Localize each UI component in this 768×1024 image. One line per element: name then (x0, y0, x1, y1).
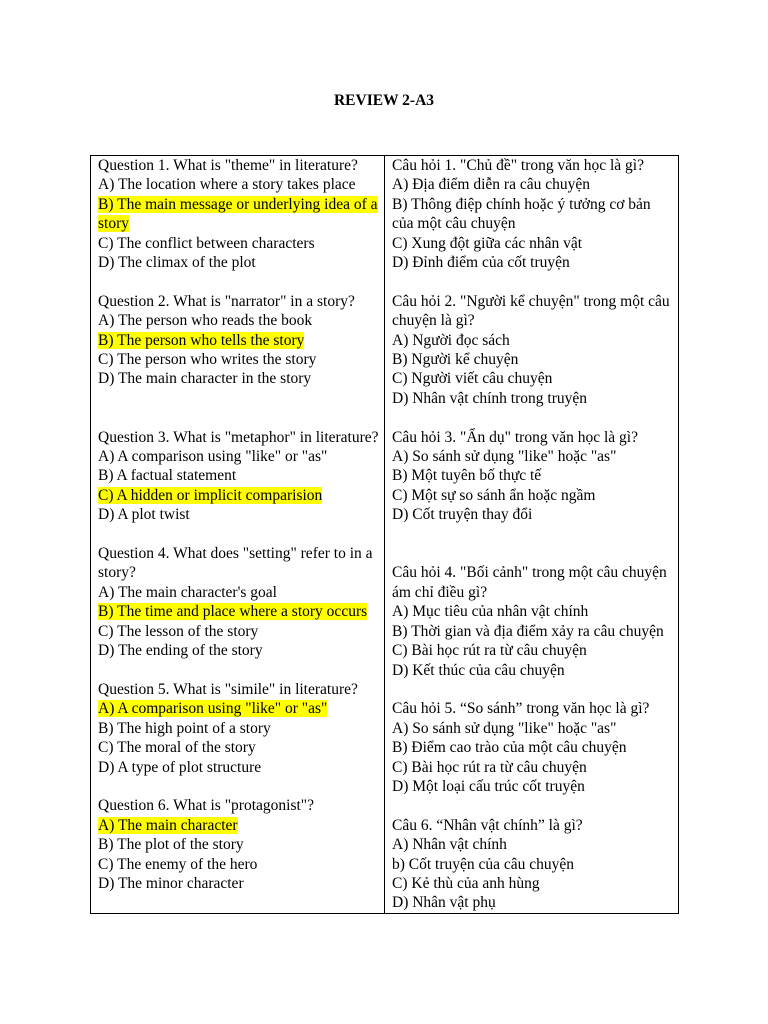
answer-option: A) Địa điểm diễn ra câu chuyện (392, 176, 590, 194)
answer-option: B) Thông điệp chính hoặc ý tưởng cơ bản của một câu chuyện (392, 195, 651, 233)
answer-option: B) The plot of the story (98, 836, 244, 854)
answer-option: D) Nhân vật chính trong truyện (392, 389, 587, 407)
answer-option: C) The person who writes the story (98, 351, 317, 369)
question-block (98, 428, 380, 525)
answer-option: C) The moral of the story (98, 739, 256, 757)
review-table (90, 155, 679, 914)
question-block (392, 816, 674, 913)
answer-option: A) A comparison using "like" or "as" (98, 448, 328, 466)
question-text: Câu hỏi 4. "Bối cảnh" trong một câu chuyện ám chỉ điều gì? (392, 564, 667, 601)
answer-option: C) Xung đột giữa các nhân vật (392, 234, 583, 252)
answer-option: D) Nhân vật phụ (392, 894, 496, 912)
answer-option-highlighted: B) The time and place where a story occurs (98, 603, 368, 621)
question-block (98, 156, 380, 272)
answer-option: A) So sánh sử dụng "like" hoặc "as" (392, 448, 617, 466)
question-block (392, 156, 674, 272)
answer-option: D) A type of plot structure (98, 758, 262, 776)
answer-option: D) The ending of the story (98, 642, 263, 660)
question-text: Câu hỏi 5. “So sánh” trong văn học là gì? (392, 700, 650, 718)
answer-option: A) The main character's goal (98, 583, 277, 601)
answer-option-highlighted: B) The main message or underlying idea of a story (98, 195, 378, 233)
question-text: Câu 6. “Nhân vật chính” là gì? (392, 816, 583, 834)
question-text: Câu hỏi 1. "Chủ đề" trong văn học là gì? (392, 157, 644, 174)
question-block (98, 680, 380, 777)
question-block (392, 428, 674, 525)
question-block (392, 563, 674, 679)
answer-option: B) Thời gian và địa điểm xảy ra câu chuyện (392, 622, 664, 640)
answer-option: C) The lesson of the story (98, 622, 259, 640)
answer-option: C) Bài học rút ra từ câu chuyện (392, 758, 587, 776)
answer-option: D) The main character in the story (98, 370, 312, 388)
answer-option: D) The minor character (98, 874, 244, 892)
answer-option-highlighted: A) A comparison using "like" or "as" (98, 700, 328, 718)
answer-option: A) So sánh sử dụng "like" hoặc "as" (392, 719, 617, 737)
question-text: Question 5. What is "simile" in literature? (98, 680, 358, 698)
answer-option: A) The location where a story takes place (98, 176, 356, 194)
answer-option: C) Kẻ thù của anh hùng (392, 874, 540, 892)
question-text: Question 3. What is "metaphor" in literature? (98, 428, 379, 446)
answer-option-highlighted: C) A hidden or implicit comparision (98, 486, 323, 504)
question-text: Câu hỏi 3. "Ẩn dụ" trong văn học là gì? (392, 428, 638, 446)
answer-option: B) Một tuyên bố thực tế (392, 467, 542, 485)
question-block (392, 292, 674, 408)
question-text: Câu hỏi 2. "Người kể chuyện" trong một câu chuyện là gì? (392, 292, 670, 330)
answer-option: A) The person who reads the book (98, 312, 313, 330)
answer-option: B) The high point of a story (98, 719, 271, 737)
question-text: Question 6. What is "protagonist"? (98, 797, 314, 815)
vietnamese-column (385, 156, 679, 914)
answer-option: D) Một loại cấu trúc cốt truyện (392, 777, 585, 795)
answer-option: A) Nhân vật chính (392, 836, 507, 854)
table-row (91, 156, 679, 914)
question-text: Question 2. What is "narrator" in a story? (98, 292, 355, 310)
answer-option: D) Đỉnh điểm của cốt truyện (392, 254, 570, 272)
answer-option: B) A factual statement (98, 467, 237, 485)
english-column (91, 156, 385, 914)
answer-option: D) Cốt truyện thay đổi (392, 506, 533, 524)
answer-option: C) Một sự so sánh ẩn hoặc ngầm (392, 486, 596, 504)
answer-option: b) Cốt truyện của câu chuyện (392, 855, 575, 873)
page-title: REVIEW 2-A3 (333, 92, 435, 109)
question-block (98, 292, 380, 389)
question-block (392, 699, 674, 796)
answer-option-highlighted: A) The main character (98, 816, 238, 834)
answer-option: D) The climax of the plot (98, 254, 256, 272)
question-block (98, 544, 380, 660)
question-text: Question 1. What is "theme" in literature? (98, 157, 358, 174)
answer-option: C) Người viết câu chuyện (392, 370, 553, 388)
answer-option: B) Người kể chuyện (392, 351, 519, 369)
answer-option: D) A plot twist (98, 506, 190, 524)
question-text: Question 4. What does "setting" refer to in a story? (98, 545, 373, 582)
answer-option: C) The conflict between characters (98, 234, 315, 252)
answer-option-highlighted: B) The person who tells the story (98, 331, 305, 349)
answer-option: A) Người đọc sách (392, 331, 510, 349)
answer-option: C) Bài học rút ra từ câu chuyện (392, 642, 587, 660)
answer-option: C) The enemy of the hero (98, 855, 258, 873)
answer-option: D) Kết thúc của câu chuyện (392, 661, 565, 679)
question-block (98, 796, 380, 893)
answer-option: A) Mục tiêu của nhân vật chính (392, 603, 589, 621)
answer-option: B) Điểm cao trào của một câu chuyện (392, 739, 627, 757)
